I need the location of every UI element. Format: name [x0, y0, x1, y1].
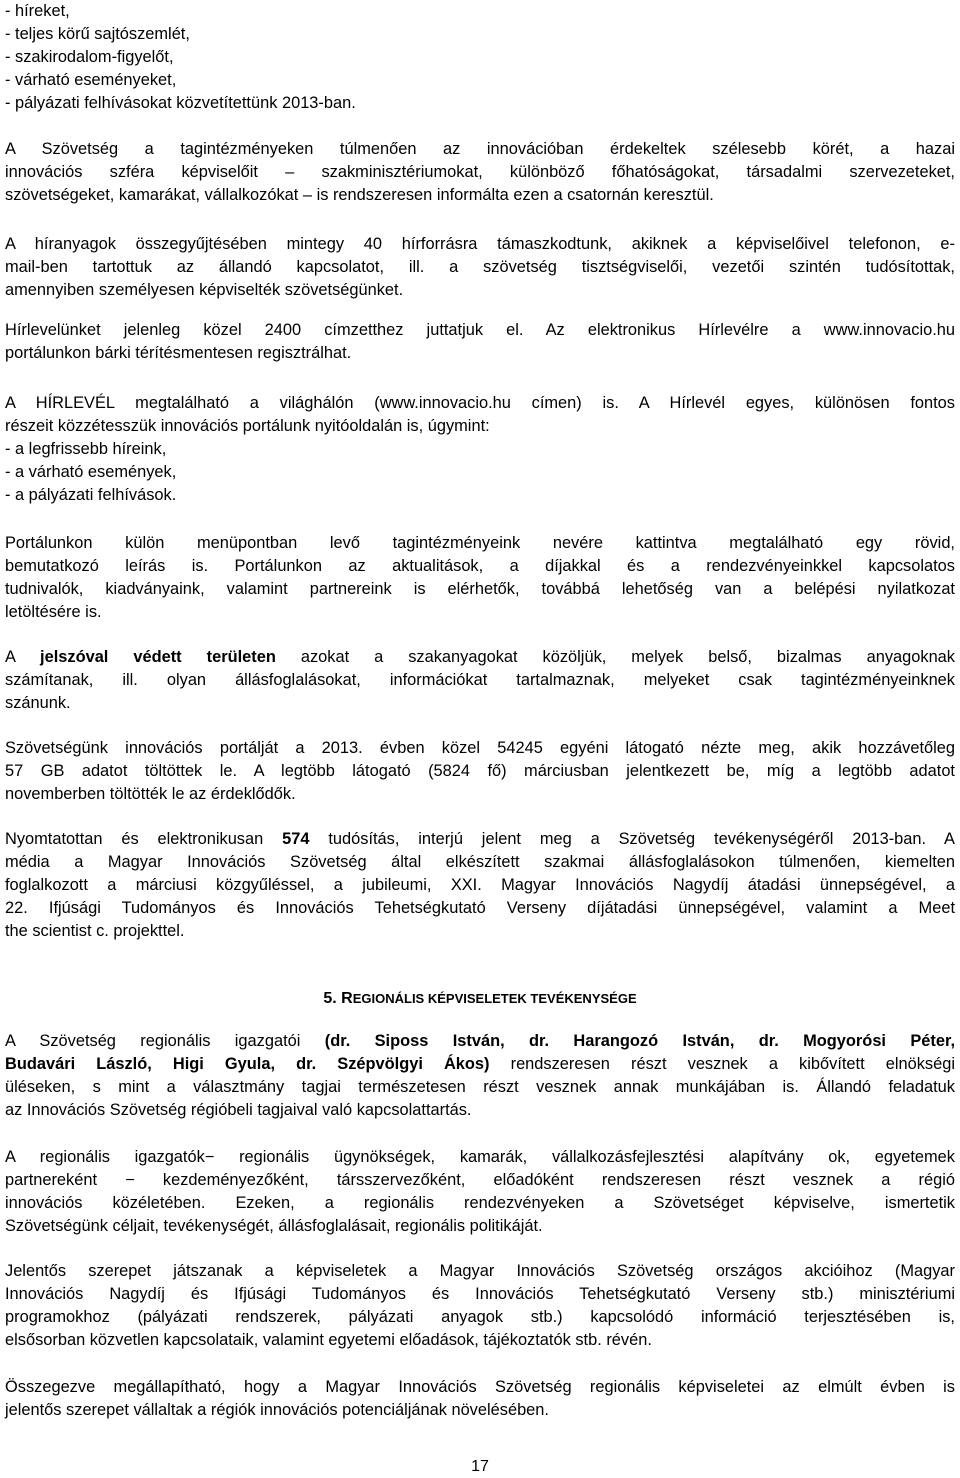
- bold-number: 574: [282, 830, 310, 848]
- paragraph-portal: Portálunkon külön menüpontban levő tagintézményeink nevére kattintva megtalálható egy rövid, bemutatkozó leírás is. Portálunkon az aktualitások, a díjakkal és a rendezvényeinkkel kapcsolatos tudnivalók, kiadványaink, valamint partnereink is elérhetők, továbbá lehetőség van a belépési nyilatkozat letöltésére is.: [5, 534, 955, 621]
- paragraph-szovetseg: A Szövetség a tagintézményeken túlmenően az innovációban érdekeltek szélesebb körét, a hazai innovációs szféra képviselőit – szakminisztériumokat, különböző főhatóságokat, társadalmi szervezeteket, szövetségeket, kamarákat, vállalkozókat – is rendszeresen informálta ezen a csatornán keresztül.: [5, 140, 955, 204]
- paragraph-regionalis-igazgatok: A Szövetség regionális igazgatói (dr. Siposs István, dr. Harangozó István, dr. Mogyorósi Péter, Budavári László, Higi Gyula, dr. Szépvölgyi Ákos) rendszeresen részt vesznek a kibővített elnökségi üléseken, s mint a választmány tagjai természetesen részt vesznek annak munkájában is. Állandó feladatuk az Innovációs Szövetség régióbeli tagjaival való kapcsolattartás.: [5, 1032, 955, 1119]
- paragraph-hirlevel-cimzett: Hírlevelünket jelenleg közel 2400 címzetthez juttatjuk el. Az elektronikus Hírlevélre a www.innovacio.hu portálunkon bárki térítésmentesen regisztrálhat.: [5, 321, 955, 362]
- paragraph-hiranyagok: A híranyagok összegyűjtésében mintegy 40 hírforrásra támaszkodtunk, akiknek a képviselőivel telefonon, e- mail-ben tartottuk az állandó kapcsolatot, ill. a szövetség tisztségviselői, vezetői szintén tudósítottak, amennyiben személyesen képviselték szövetségünket.: [5, 235, 955, 299]
- page-number: 17: [471, 1458, 489, 1475]
- top-bullet-list: [5, 0, 955, 115]
- list-item: - teljes körű sajtószemlét,: [5, 25, 190, 43]
- bold-phrase: jelszóval védett területen: [40, 648, 276, 666]
- section-heading: 5. REGIONÁLIS KÉPVISELETEK TEVÉKENYSÉGE: [323, 990, 637, 1007]
- paragraph-osszegzes: Összegezve megállapítható, hogy a Magyar Innovációs Szövetség regionális képviseletei az elmúlt évben is jelentős szerepet vállaltak a régiók innovációs potenciáljának növelésében.: [5, 1378, 955, 1419]
- list-item: - a legfrissebb híreink,: [5, 440, 167, 458]
- paragraph-hirlevel-vilaghalo: A HÍRLEVÉL megtalálható a világhálón (www.innovacio.hu címen) is. A Hírlevél egyes, különösen fontos részeit közzétesszük innovációs portálunk nyitóoldalán is, úgymint: - a legfrissebb híreink, - a várható események, - a pályázati felhívások.: [5, 392, 955, 507]
- bold-names: Budavári László, Higi Gyula, dr. Szépvölgyi Ákos): [5, 1055, 490, 1073]
- bold-names: (dr. Siposs István, dr. Harangozó István, dr. Mogyorósi Péter,: [324, 1032, 955, 1050]
- paragraph-latogatok: Szövetségünk innovációs portálját a 2013. évben közel 54245 egyéni látogató nézte meg, akik hozzávetőleg 57 GB adatot töltöttek le. A legtöbb látogató (5824 fő) márciusban jelentkezett be, míg a legtöbb adatot novemberben töltötték le az érdeklődők.: [5, 739, 955, 803]
- paragraph-kepviseletek: Jelentős szerepet játszanak a képviseletek a Magyar Innovációs Szövetség országos akcióihoz (Magyar Innovációs Nagydíj és Ifjúsági Tudományos és Innovációs Tehetségkutató Verseny stb.) minisztériumi programokhoz (pályázati rendszerek, pályázati anyagok stb.) kapcsolódó információ terjesztésében is, elsősorban közvetlen kapcsolataik, valamint egyetemi előadások, tájékoztatók stb. révén.: [5, 1262, 955, 1349]
- paragraph-regionalis-ugynoksegek: A regionális igazgatók− regionális ügynökségek, kamarák, vállalkozásfejlesztési alapítvány ok, egyetemek partnereként − kezdeményezőként, társszervezőként, előadóként rendszeresen részt vesznek a régió innovációs közéletében. Ezeken, a regionális rendezvényeken a Szövetséget képviselve, ismertetik Szövetségünk céljait, tevékenységét, állásfoglalásait, regionális politikáját.: [5, 1148, 955, 1235]
- list-item: - a pályázati felhívások.: [5, 486, 177, 504]
- list-item: - híreket,: [5, 2, 70, 20]
- list-item: - várható eseményeket,: [5, 71, 177, 89]
- list-item: - szakirodalom-figyelőt,: [5, 48, 174, 66]
- list-item: - pályázati felhívásokat közvetítettünk 2013-ban.: [5, 94, 356, 112]
- paragraph-jelszo: A jelszóval védett területen azokat a szakanyagokat közöljük, melyek belső, bizalmas anyagoknak számítanak, ill. olyan állásfoglalásokat, információkat tartalmaznak, melyeket csak tagintézményeinknek szánunk.: [5, 648, 955, 712]
- list-item: - a várható események,: [5, 463, 177, 481]
- paragraph-tudositas: Nyomtatottan és elektronikusan 574 tudósítás, interjú jelent meg a Szövetség tevékenységéről 2013-ban. A média a Magyar Innovációs Szövetség által elkészített szakmai állásfoglalásokon túlmenően, kiemelten foglalkozott a márciusi közgyűléssel, a jubileumi, XXI. Magyar Innovációs Nagydíj átadási ünnepségével, a 22. Ifjúsági Tudományos és Innovációs Tehetségkutató Verseny díjátadási ünnepségével, valamint a Meet the scientist c. projekttel.: [5, 830, 955, 940]
